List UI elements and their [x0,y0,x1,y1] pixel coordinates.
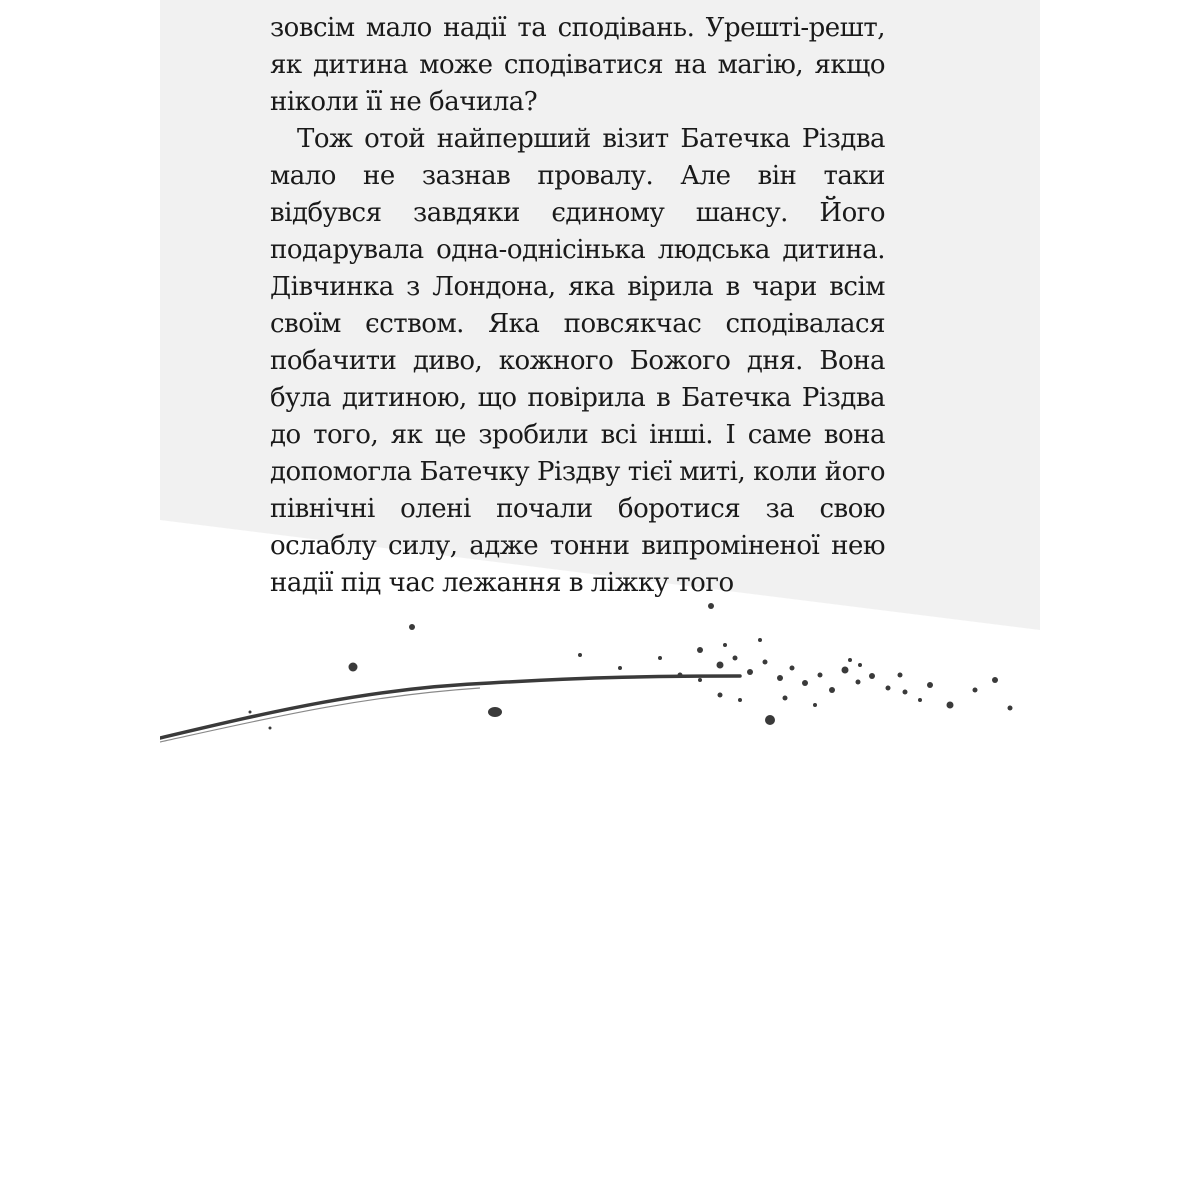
sleigh-trail-illustration [160,580,1040,780]
body-text [270,10,885,602]
paragraph-1: зовсім мало надії та сподівань. Урешті-решт, як дитина може сподіватися на магію, якщо ніколи її не бачила? [270,13,885,117]
paragraph-2: Тож отой найперший візит Батечка Різдва мало не зазнав провалу. Але він таки відбувся завдяки єдиному шансу. Його подарувала одна-однісінька людська дитина. Дівчинка з Лондона, яка вірила в чари всім своїм єством. Яка повсякчас сподівалася побачити диво, кожного Божого дня. Вона була дитиною, що повірила в Батечка Різдва до того, як це зробили всі інші. І саме вона допомогла Батечку Різдву тієї миті, коли його північні олені почали боротися за свою ослаблу силу, адже тонни випроміненої нею надії під час лежання в ліжку того [270,124,885,598]
book-page [160,0,1040,1200]
